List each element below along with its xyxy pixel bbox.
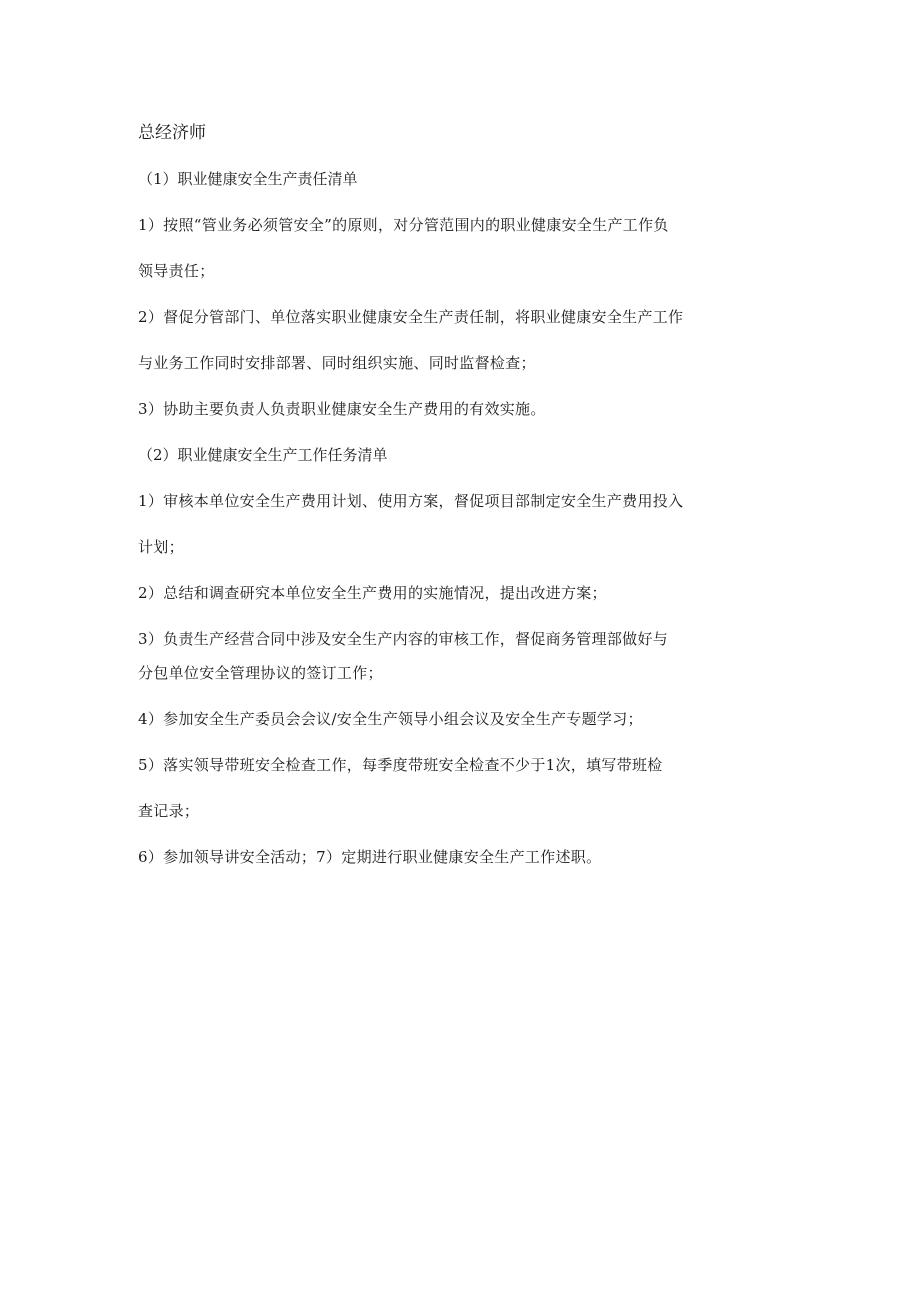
- list-item: [138, 208, 778, 288]
- section-heading-tasks: （2）职业健康安全生产工作任务清单: [138, 446, 388, 464]
- list-item-line: 2）督促分管部门、单位落实职业健康安全生产责任制，将职业健康安全生产工作: [138, 308, 684, 326]
- list-item-line: 2）总结和调查研究本单位安全生产费用的实施情况，提出改进方案；: [138, 584, 607, 602]
- list-item-line: 3）协助主要负责人负责职业健康安全生产费用的有效实施。: [138, 400, 546, 418]
- list-item-line: 领导责任；: [138, 262, 215, 280]
- list-item-line: 4）参加安全生产委员会会议/安全生产领导小组会议及安全生产专题学习；: [138, 710, 643, 728]
- document-title: 总经济师: [138, 123, 206, 143]
- list-item: [138, 702, 778, 736]
- list-item: [138, 840, 778, 874]
- list-item-line: 1）按照“管业务必须管安全”的原则，对分管范围内的职业健康安全生产工作负: [138, 216, 669, 234]
- list-item: [138, 300, 778, 380]
- list-item-line: 查记录；: [138, 802, 200, 820]
- list-item-line: 6）参加领导讲安全活动；7）定期进行职业健康安全生产工作述职。: [138, 848, 602, 866]
- document-body: [138, 116, 778, 886]
- list-item: [138, 622, 778, 690]
- list-item: [138, 576, 778, 610]
- list-item-line: 分包单位安全管理协议的签订工作；: [138, 664, 383, 682]
- list-item: [138, 748, 778, 828]
- list-item-line: 3）负责生产经营合同中涉及安全生产内容的审核工作，督促商务管理部做好与: [138, 630, 669, 648]
- list-item-line: 5）落实领导带班安全检查工作，每季度带班安全检查不少于1次，填写带班检: [138, 756, 663, 774]
- section-heading-responsibility: （1）职业健康安全生产责任清单: [138, 170, 358, 188]
- list-item: [138, 392, 778, 426]
- list-item-line: 1）审核本单位安全生产费用计划、使用方案，督促项目部制定安全生产费用投入: [138, 492, 684, 510]
- list-item-line: 计划；: [138, 538, 184, 556]
- list-item-line: 与业务工作同时安排部署、同时组织实施、同时监督检查；: [138, 354, 536, 372]
- list-item: [138, 484, 778, 564]
